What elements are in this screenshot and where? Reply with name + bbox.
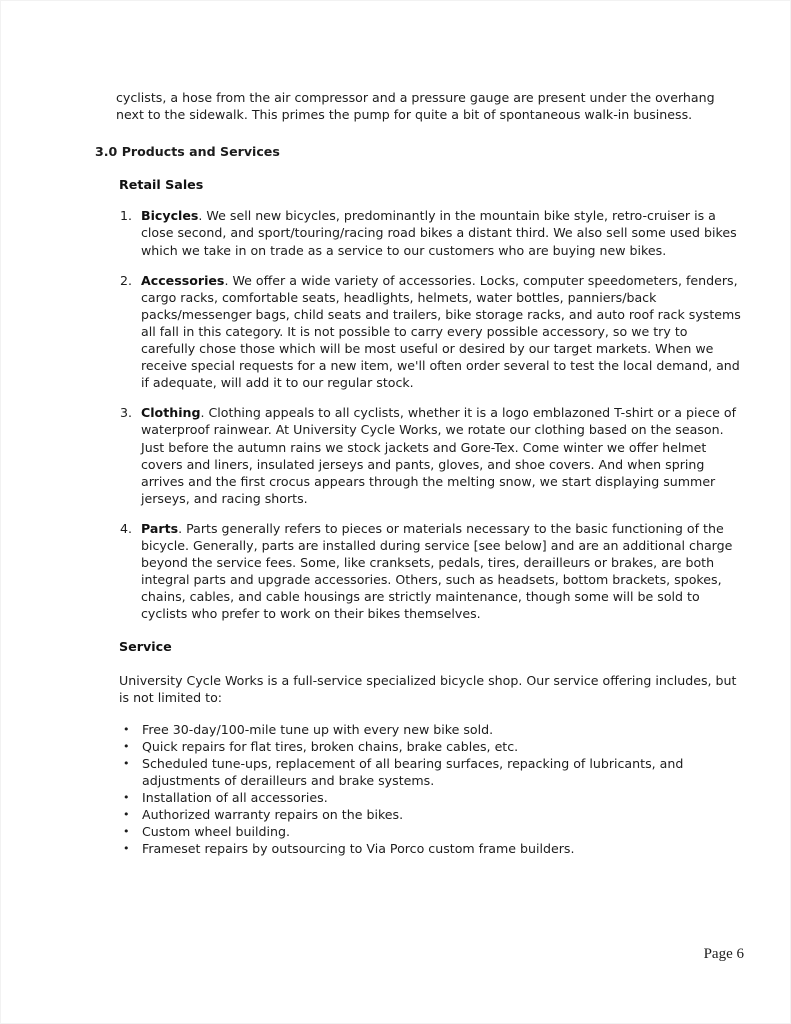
bullet-icon: •: [123, 808, 130, 822]
bullet-icon: •: [123, 756, 130, 770]
list-item: [120, 272, 743, 392]
subheading-retail-sales: Retail Sales: [119, 177, 204, 193]
list-item-text: Quick repairs for flat tires, broken chains, brake cables, etc.: [142, 738, 519, 754]
list-item-body: . We sell new bicycles, predominantly in the mountain bike style, retro-cruiser is a close second, and sport/touring/racing road bikes a distant third. We also sell some used bikes which we take in on trade as a service to our customers who are buying new bikes.: [141, 208, 737, 258]
list-marker: 2.: [120, 272, 133, 288]
list-item-lead: Clothing: [141, 405, 201, 421]
list-item: [120, 806, 742, 823]
list-item-text: Scheduled tune-ups, replacement of all bearing surfaces, repacking of lubricants, and adjustments of derailleurs and brake systems.: [142, 755, 684, 788]
bullet-icon: •: [123, 722, 130, 736]
list-item-text: Free 30-day/100-mile tune up with every new bike sold.: [142, 721, 494, 737]
list-item: [120, 755, 742, 789]
list-item: [120, 789, 742, 806]
list-item: [120, 840, 742, 857]
list-item-body: . Parts generally refers to pieces or materials necessary to the basic functioning of the bicycle. Generally, parts are installed during service [see below] and are an additional charge beyond the service fees. Some, like cranksets, pedals, tires, derailleurs or brakes, are both integral parts and upgrade accessories. Others, such as headsets, bottom brackets, spokes, chains, cables, and cable housings are strictly maintenance, though some will be sold to cyclists who prefer to work on their bikes themselves.: [141, 520, 733, 622]
list-marker: 4.: [120, 520, 133, 536]
list-marker: 3.: [120, 405, 133, 421]
list-item-lead: Parts: [141, 520, 179, 536]
list-marker: 1.: [120, 208, 133, 224]
list-item-lead: Bicycles: [141, 208, 199, 224]
bullet-icon: •: [123, 825, 130, 839]
bullet-icon: •: [123, 739, 130, 753]
list-item-body: . We offer a wide variety of accessories. Locks, computer speedometers, fenders, cargo racks, comfortable seats, headlights, helmets, water bottles, panniers/back packs/messenger bags, child seats and trailers, bike storage racks, and auto roof rack systems all fall in this category. It is not possible to carry every possible accessory, so we try to carefully chose those which will be most useful or desired by our target markets. When we receive special requests for a new item, we'll often order several to test the local demand, and if adequate, will add it to our regular stock.: [141, 272, 741, 391]
list-item-text: Authorized warranty repairs on the bikes.: [142, 807, 404, 823]
list-item-lead: Accessories: [141, 272, 225, 288]
bullet-icon: •: [123, 791, 130, 805]
section-heading-products-and-services: 3.0 Products and Services: [95, 144, 280, 160]
service-intro-paragraph: University Cycle Works is a full-service specialized bicycle shop. Our service offering includes, but is not limited to:: [119, 672, 737, 705]
intro-paragraph: cyclists, a hose from the air compressor and a pressure gauge are present under the overhang next to the sidewalk. This primes the pump for quite a bit of spontaneous walk-in business.: [116, 90, 715, 123]
list-item: [120, 207, 743, 258]
retail-sales-list: [120, 193, 740, 622]
bullet-icon: •: [123, 842, 130, 856]
subheading-service: Service: [119, 639, 172, 655]
list-item: [120, 738, 742, 755]
page-content: [95, 89, 740, 857]
list-item: [120, 520, 743, 623]
list-item-text: Installation of all accessories.: [142, 790, 328, 806]
service-offering-list: [120, 706, 740, 858]
list-item: [120, 721, 742, 738]
list-item-text: Custom wheel building.: [142, 824, 290, 840]
list-item-body: . Clothing appeals to all cyclists, whether it is a logo emblazoned T-shirt or a piece of waterproof rainwear. At University Cycle Works, we rotate our clothing based on the season. Just before the autumn rains we stock jackets and Gore-Tex. Come winter we offer helmet covers and liners, insulated jerseys and pants, gloves, and shoe covers. And when spring arrives and the first crocus appears through the melting snow, we start displaying summer jerseys, and racing shorts.: [141, 405, 737, 506]
list-item-text: Frameset repairs by outsourcing to Via Porco custom frame builders.: [142, 841, 575, 857]
list-item: [120, 404, 743, 507]
list-item: [120, 823, 742, 840]
page-number-footer: Page 6: [703, 946, 744, 962]
